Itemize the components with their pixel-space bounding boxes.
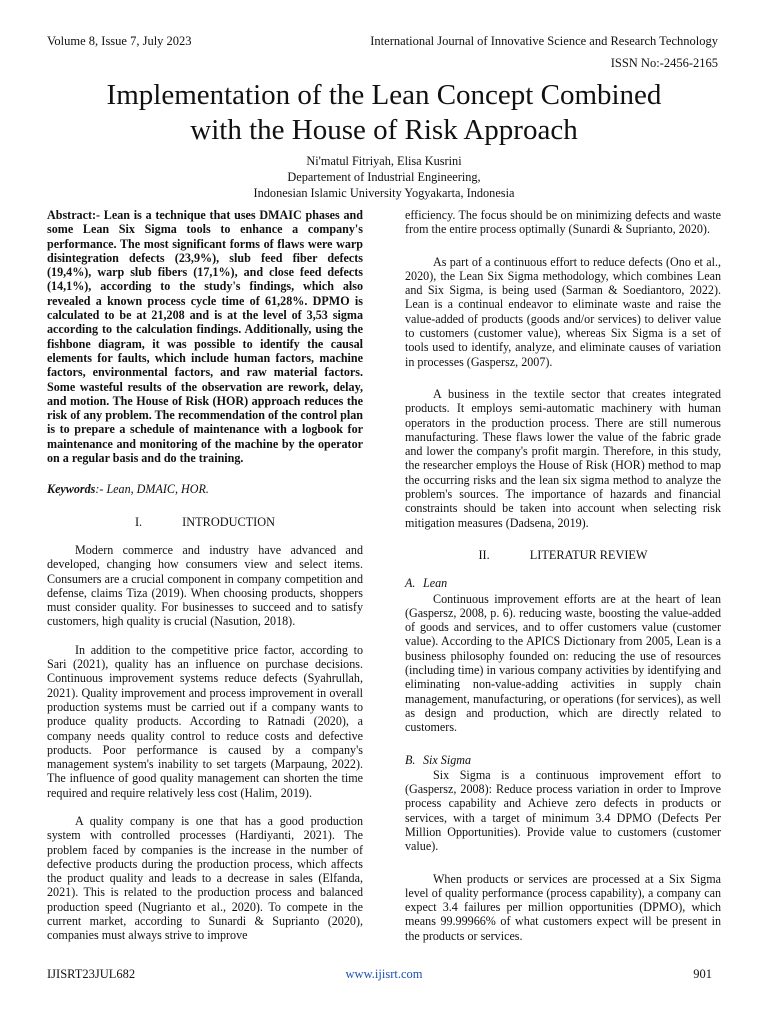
keywords — [47, 482, 363, 496]
title-line-2: with the House of Risk Approach — [190, 114, 578, 146]
subsection-title: Six Sigma — [423, 752, 472, 767]
subsection-heading-lean — [405, 576, 721, 590]
section-heading-literature-review — [405, 548, 721, 562]
subsection-label: A. — [405, 576, 416, 591]
paragraph-continued: efficiency. The focus should be on minimizing defects and waste from the entire process optimally (Sunardi & Suprianto, 2020). — [405, 208, 721, 237]
keywords-text: :- Lean, DMAIC, HOR. — [95, 482, 209, 497]
subsection-title: Lean — [423, 576, 448, 591]
section-heading-introduction — [47, 515, 363, 529]
section-title: LITERATUR REVIEW — [529, 547, 648, 562]
author-names: Ni'matul Fitriyah, Elisa Kusrini — [306, 154, 462, 168]
section-number: II. — [478, 547, 490, 562]
subsection-label: B. — [405, 752, 416, 767]
right-column — [405, 208, 721, 957]
section-title: INTRODUCTION — [182, 514, 276, 529]
issn: ISSN No:-2456-2165 — [610, 56, 718, 70]
website-link[interactable]: www.ijisrt.com — [345, 967, 423, 981]
paragraph: A quality company is one that has a good production system with controlled processes (Hardiyanti, 2021). The problem faced by companies is the increase in the number of defective products during the production process, which affects the product quality and leads to a decrease in sales (Elfanda, 2021). This is related to the production process and balanced production speed (Nugrianto et al., 2020). To compete in the current market, according to Sunardi & Suprianto (2020), companies must always strive to improve — [47, 813, 363, 943]
paragraph: Modern commerce and industry have advanced and developed, changing how consumers view and select items. Consumers are a crucial component in company competition and defense, claims Tiza (2019). When choosing products, shoppers must consider quality. For businesses to succeed and to satisfy customers, high quality is crucial (Nasution, 2018). — [47, 542, 363, 629]
paper-title — [0, 78, 768, 148]
volume-issue: Volume 8, Issue 7, July 2023 — [47, 34, 192, 48]
article-id: IJISRT23JUL682 — [47, 967, 136, 981]
paragraph: When products or services are processed at a Six Sigma level of quality performance (process capability), a company can expect 3.4 failures per million opportunities (DPMO), which means 99.99966% of what customers expect will be present in the products or services. — [405, 871, 721, 943]
page-number: 901 — [693, 967, 712, 981]
university: Indonesian Islamic University Yogyakarta, Indonesia — [253, 186, 515, 200]
paragraph: Continuous improvement efforts are at the heart of lean (Gaspersz, 2008, p. 6). reducing waste, boosting the value-added of goods and services, and to offer customers value (customer value). According to the APICS Dictionary from 2005, Lean is a business philosophy founded on: reducing the use of resources (including time) in various company activities by identifying and eliminating non-value-adding activities in supply chain management, manufacturing, or operations (for services), as well as design and production, which are directly related to customers. — [405, 591, 721, 735]
left-column — [47, 208, 363, 957]
subsection-heading-six-sigma — [405, 753, 721, 767]
section-number: I. — [134, 514, 143, 529]
department: Departement of Industrial Engineering, — [287, 170, 481, 184]
title-line-1: Implementation of the Lean Concept Combined — [106, 79, 662, 111]
paragraph: As part of a continuous effort to reduce defects (Ono et al., 2020), the Lean Six Sigma methodology, which combines Lean and Six Sigma, is being used (Sarman & Soediantoro, 2022). Lean is a continual endeavor to eliminate waste and raise the value-added of products (goods and/or services) to deliver value to customers (customer value), whereas Six Sigma is a set of tools used to identify, analyze, and eliminate causes of variation in processes (Gaspersz, 2007). — [405, 254, 721, 369]
journal-name: International Journal of Innovative Science and Research Technology — [370, 34, 718, 48]
paragraph: In addition to the competitive price factor, according to Sari (2021), quality has an influence on purchase decisions. Continuous improvement systems reduce defects (Syahrullah, 2021). Quality improvement and process improvement in overall production systems must be carried out if a company wants to produce quality products. According to Ratnadi (2020), a company needs quality control to reduce costs and defective products. Poor performance is caused by a company's management system's inability to set targets (Marpaung, 2022). The influence of good quality management can shorten the time required and require relatively less cost (Halim, 2019). — [47, 642, 363, 800]
abstract: Abstract:- Lean is a technique that uses DMAIC phases and some Lean Six Sigma tools to enhance a company's performance. The most significant forms of flaws were warp disintegration defects (23,9%), slub feed fiber defects (19,4%), warp slub fibers (17,1%), and close feed defects (14,1%), according to the study's findings, which also revealed a known process cycle time of 61,28%. DPMO is calculated to be at 21,208 and is at the level of 3,53 sigma according to the calculation findings. Additionally, using the fishbone diagram, it was possible to identify the causal elements for faults, which include human factors, machine factors, environmental factors, and raw material factors. Some wasteful results of the observation are rework, delay, and motion. The House of Risk (HOR) approach reduces the risk of any problem. The recommendation of the control plan is to prepare a schedule of maintenance with a logbook for maintenance and monitoring of the machine by the operator on a regular basis and do the training. — [47, 208, 363, 466]
paragraph: Six Sigma is a continuous improvement effort to (Gaspersz, 2008): Reduce process variation in order to Improve process capability and Achieve zero defects in products or services, with a target of minimum 3.4 DPMO (Defects Per Million Opportunities). Provide value to customers (customer value). — [405, 767, 721, 854]
keywords-label: Keywords — [47, 482, 96, 497]
paragraph: A business in the textile sector that creates integrated products. It employs semi-automatic machinery with human operators in the production process. There are still numerous manufacturing. These flaws lower the value of the fabric grade and lower the company's profit margin. Therefore, in this study, the researcher employs the House of Risk (HOR) method to map the occurring risks and the lean six sigma method to analyze the problem's sources. The importance of hazards and financial constraints should be taken into account when selecting risk mitigation measures (Dadsena, 2019). — [405, 386, 721, 530]
author-block — [0, 153, 768, 201]
